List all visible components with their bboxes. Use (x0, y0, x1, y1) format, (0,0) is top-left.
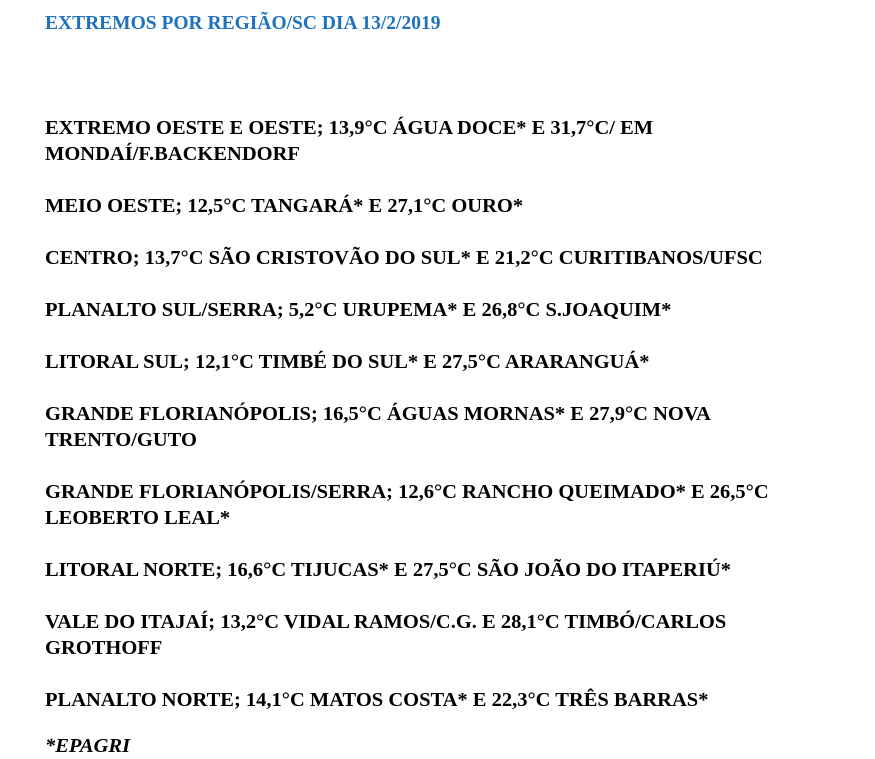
page-title: EXTREMOS POR REGIÃO/SC DIA 13/2/2019 (45, 13, 441, 34)
region-entry-vale-do-itajai: VALE DO ITAJAÍ; 13,2°C VIDAL RAMOS/C.G. E 28,1°C TIMBÓ/CARLOS GROTHOFF (45, 611, 727, 659)
region-entry-litoral-norte: LITORAL NORTE; 16,6°C TIJUCAS* E 27,5°C SÃO JOÃO DO ITAPERIÚ* (45, 559, 732, 581)
region-entry-planalto-sul-serra: PLANALTO SUL/SERRA; 5,2°C URUPEMA* E 26,8°C S.JOAQUIM* (45, 299, 672, 321)
region-entry-planalto-norte: PLANALTO NORTE; 14,1°C MATOS COSTA* E 22,3°C TRÊS BARRAS* (45, 689, 709, 711)
region-entry-meio-oeste: MEIO OESTE; 12,5°C TANGARÁ* E 27,1°C OURO* (45, 195, 524, 217)
region-entry-litoral-sul: LITORAL SUL; 12,1°C TIMBÉ DO SUL* E 27,5°C ARARANGUÁ* (45, 351, 650, 373)
source-note: *EPAGRI (45, 735, 131, 757)
region-entry-extremo-oeste: EXTREMO OESTE E OESTE; 13,9°C ÁGUA DOCE* E 31,7°C/ EM MONDAÍ/F.BACKENDORF (45, 117, 654, 165)
region-entry-centro: CENTRO; 13,7°C SÃO CRISTOVÃO DO SUL* E 21,2°C CURITIBANOS/UFSC (45, 247, 763, 269)
region-entry-grande-florianopolis-serra: GRANDE FLORIANÓPOLIS/SERRA; 12,6°C RANCHO QUEIMADO* E 26,5°C LEOBERTO LEAL* (45, 481, 769, 529)
region-extremes-list (45, 115, 845, 739)
region-entry-grande-florianopolis: GRANDE FLORIANÓPOLIS; 16,5°C ÁGUAS MORNAS* E 27,9°C NOVA TRENTO/GUTO (45, 403, 710, 451)
